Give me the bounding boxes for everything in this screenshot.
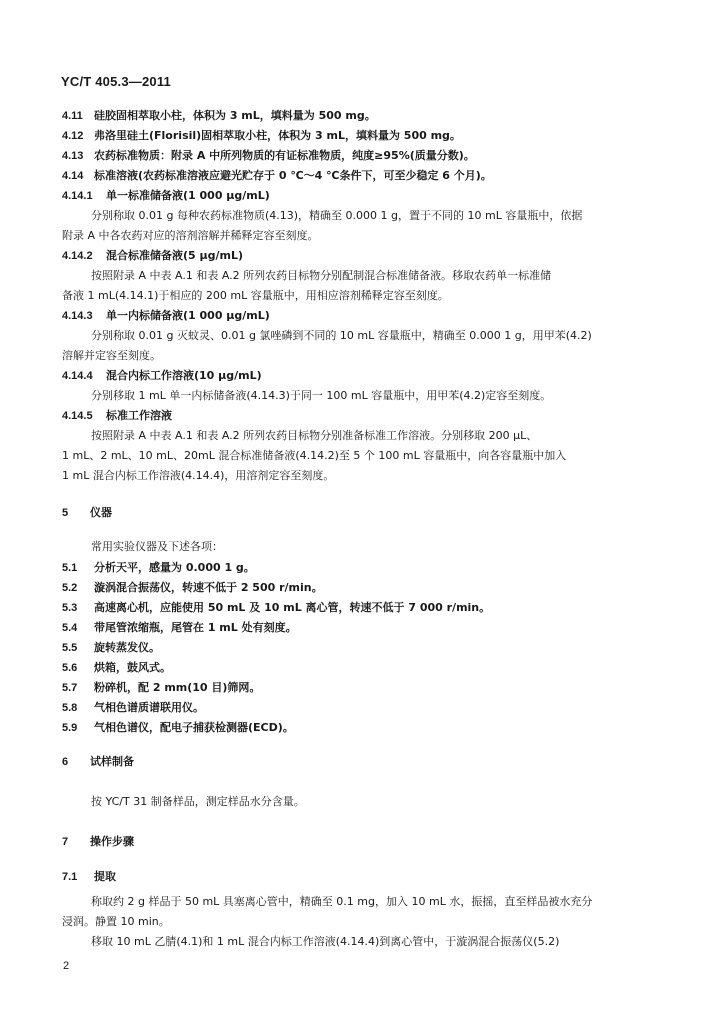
- clause-text: 单一标准储备液(1 000 μg/mL): [106, 189, 270, 202]
- clause-4-13: [62, 149, 647, 163]
- clause-number: 5.7: [62, 682, 78, 694]
- clause-4-14-2: [62, 249, 647, 263]
- clause-text: 粉碎机，配 2 mm(10 目)筛网。: [94, 681, 261, 694]
- paragraph-line: 分别移取 1 mL 单一内标储备液(4.14.3)于同一 100 mL 容量瓶中，用甲苯(4.2)定容至刻度。: [91, 389, 552, 402]
- clause-number: 4.14.1: [62, 190, 93, 202]
- section-number: 5: [62, 507, 69, 519]
- clause-text: 混合内标工作溶液(10 μg/mL): [106, 369, 262, 382]
- section-6-heading: [62, 755, 647, 769]
- section-title: 仪器: [90, 506, 112, 519]
- clause-5-2: [62, 581, 647, 595]
- clause-5-9: [62, 721, 647, 735]
- paragraph-line: 常用实验仪器及下述各项：: [91, 540, 223, 553]
- clause-5-5: [62, 641, 647, 655]
- clause-number: 7.1: [62, 871, 78, 883]
- clause-4-12: [62, 129, 647, 143]
- clause-number: 4.14.2: [62, 250, 93, 262]
- clause-text: 硅胶固相萃取小柱，体积为 3 mL，填料量为 500 mg。: [94, 109, 376, 122]
- section-number: 7: [62, 836, 69, 848]
- clause-text: 标准工作溶液: [106, 409, 172, 422]
- clause-number: 4.12: [62, 130, 84, 142]
- clause-text: 旋转蒸发仪。: [94, 641, 160, 654]
- clause-5-7: [62, 681, 647, 695]
- paragraph-line: 按 YC/T 31 制备样品，测定样品水分含量。: [91, 795, 305, 808]
- clause-number: 5.8: [62, 702, 78, 714]
- clause-text: 高速离心机，应能使用 50 mL 及 10 mL 离心管，转速不低于 7 000 r/min。: [94, 601, 491, 614]
- clause-number: 5.3: [62, 602, 78, 614]
- paragraph-line: 浸润。静置 10 min。: [62, 915, 170, 928]
- paragraph-line: 分别称取 0.01 g 每种农药标准物质(4.13)，精确至 0.000 1 g，置于不同的 10 mL 容量瓶中，依据: [91, 209, 583, 222]
- clause-5-3: [62, 601, 647, 615]
- clause-number: 4.13: [62, 150, 84, 162]
- clause-7-1: [62, 870, 647, 884]
- paragraph-line: 1 mL、2 mL、10 mL、20mL 混合标准储备液(4.14.2)至 5 个 100 mL 容量瓶中，向各容量瓶中加入: [62, 449, 567, 462]
- clause-text: 烘箱，鼓风式。: [94, 661, 171, 674]
- clause-4-14-1: [62, 189, 647, 203]
- clause-5-1: [62, 561, 647, 575]
- clause-number: 4.14.5: [62, 410, 93, 422]
- clause-number: 4.14.3: [62, 310, 93, 322]
- clause-number: 5.6: [62, 662, 78, 674]
- clause-4-11: [62, 109, 647, 123]
- section-title: 试样制备: [90, 755, 134, 768]
- clause-number: 5.5: [62, 642, 78, 654]
- clause-number: 5.2: [62, 582, 78, 594]
- clause-text: 混合标准储备液(5 μg/mL): [106, 249, 243, 262]
- paragraph-line: 1 mL 混合内标工作溶液(4.14.4)，用溶剂定容至刻度。: [62, 469, 335, 482]
- standard-code: YC/T 405.3—2011: [61, 74, 171, 89]
- section-title: 操作步骤: [90, 835, 134, 848]
- paragraph-line: 称取约 2 g 样品于 50 mL 具塞离心管中，精确至 0.1 mg，加入 10 mL 水，振摇，直至样品被水充分: [91, 895, 593, 908]
- clause-text: 气相色谱质谱联用仪。: [94, 701, 204, 714]
- clause-4-14-5: [62, 409, 647, 423]
- clause-text: 气相色谱仪，配电子捕获检测器(ECD)。: [94, 721, 294, 734]
- section-5-heading: [62, 506, 647, 520]
- clause-text: 提取: [94, 870, 116, 883]
- clause-number: 5.4: [62, 622, 78, 634]
- clause-4-14-3: [62, 309, 647, 323]
- paragraph-line: 按照附录 A 中表 A.1 和表 A.2 所列农药目标物分别准备标准工作溶液。分别移取 200 μL、: [91, 429, 538, 442]
- paragraph-line: 按照附录 A 中表 A.1 和表 A.2 所列农药目标物分别配制混合标准储备液。移取农药单一标准储: [91, 269, 552, 282]
- clause-4-14-4: [62, 369, 647, 383]
- clause-text: 漩涡混合振荡仪，转速不低于 2 500 r/min。: [94, 581, 323, 594]
- paragraph-line: 备液 1 mL(4.14.1)于相应的 200 mL 容量瓶中，用相应溶剂稀释定容至刻度。: [62, 289, 449, 302]
- clause-4-14: [62, 169, 647, 183]
- clause-5-6: [62, 661, 647, 675]
- section-number: 6: [62, 756, 69, 768]
- clause-number: 4.11: [62, 110, 83, 122]
- clause-text: 分析天平，感量为 0.000 1 g。: [94, 561, 255, 574]
- page-number: 2: [63, 960, 70, 972]
- clause-text: 弗洛里硅土(Florisil)固相萃取小柱，体积为 3 mL，填料量为 500 mg。: [94, 129, 461, 142]
- clause-text: 标准溶液(农药标准溶液应避光贮存于 0 ℃～4 ℃条件下，可至少稳定 6 个月)。: [94, 169, 492, 182]
- clause-number: 4.14: [62, 170, 84, 182]
- clause-5-8: [62, 701, 647, 715]
- clause-number: 4.14.4: [62, 370, 93, 382]
- clause-text: 农药标准物质：附录 A 中所列物质的有证标准物质，纯度≥95%(质量分数)。: [94, 149, 475, 162]
- clause-text: 带尾管浓缩瓶，尾管在 1 mL 处有刻度。: [94, 621, 297, 634]
- paragraph-line: 分别称取 0.01 g 灭蚊灵、0.01 g 氯唑磷到不同的 10 mL 容量瓶中，精确至 0.000 1 g，用甲苯(4.2): [91, 329, 592, 342]
- clause-text: 单一内标储备液(1 000 μg/mL): [106, 309, 270, 322]
- paragraph-line: 溶解并定容至刻度。: [62, 349, 161, 362]
- section-7-heading: [62, 835, 647, 849]
- clause-number: 5.9: [62, 722, 78, 734]
- paragraph-line: 移取 10 mL 乙腈(4.1)和 1 mL 混合内标工作溶液(4.14.4)到离心管中，于漩涡混合振荡仪(5.2): [91, 935, 560, 948]
- paragraph-line: 附录 A 中各农药对应的溶剂溶解并稀释定容至刻度。: [62, 229, 319, 242]
- clause-5-4: [62, 621, 647, 635]
- clause-number: 5.1: [62, 562, 78, 574]
